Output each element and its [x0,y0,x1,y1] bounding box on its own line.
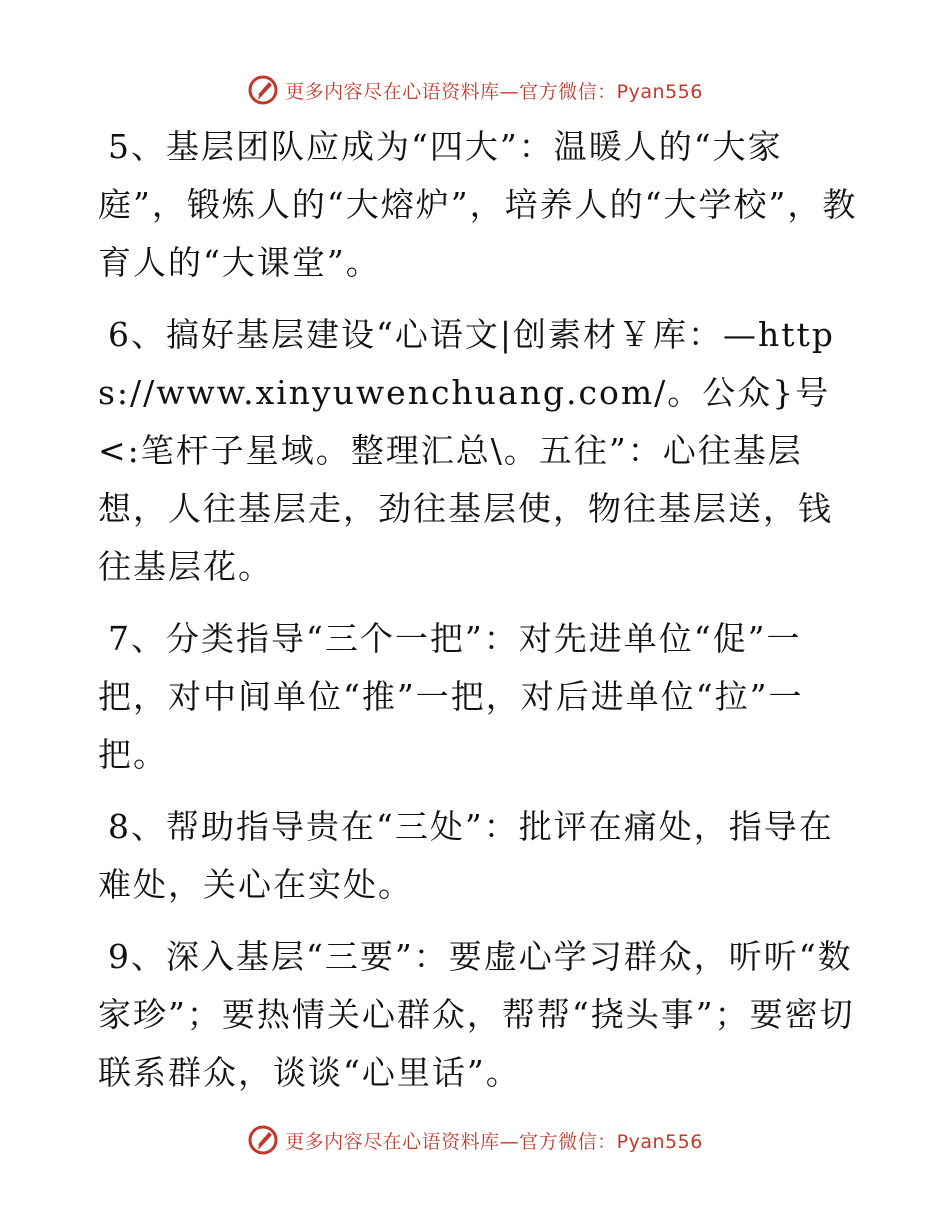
item-number: 5、 [108,127,166,166]
quill-seal-icon [247,74,279,106]
item-number: 8、 [108,807,166,846]
item-number: 6、 [108,315,166,354]
list-item-7 [98,610,858,784]
header-banner-text: 更多内容尽在心语资料库—官方微信：Pyan556 [285,80,703,103]
list-item-5 [98,118,858,292]
item-text: 帮助指导贵在“三处”：批评在痛处，指导在难处，关心在实处。 [98,807,834,904]
item-text: 深入基层“三要”：要虚心学习群众，听听“数家珍”；要热情关心群众，帮帮“挠头事”；要密切联系群众，谈谈“心里话”。 [98,937,855,1092]
item-text: 分类指导“三个一把”：对先进单位“促”一把，对中间单位“推”一把，对后进单位“拉”一把。 [98,619,804,774]
item-text: 搞好基层建设“心语文|创素材￥库：—https://www.xinyuwenchuang.com/。公众}号<:笔杆子星域。整理汇总\。五往”：心往基层想，人往基层走，劲往基层使，物往基层送，钱往基层花。 [98,315,835,586]
item-number: 9、 [108,937,166,976]
item-number: 7、 [108,619,166,658]
footer-banner [0,1120,950,1160]
list-item-6 [98,306,858,596]
quill-seal-icon [247,1124,279,1156]
item-text: 基层团队应成为“四大”：温暖人的“大家庭”，锻炼人的“大熔炉”，培养人的“大学校”，教育人的“大课堂”。 [98,127,858,282]
footer-banner-text: 更多内容尽在心语资料库—官方微信：Pyan556 [285,1130,703,1153]
list-item-9 [98,928,858,1102]
list-item-8 [98,798,858,914]
header-banner [0,70,950,110]
document-body [98,118,858,1116]
